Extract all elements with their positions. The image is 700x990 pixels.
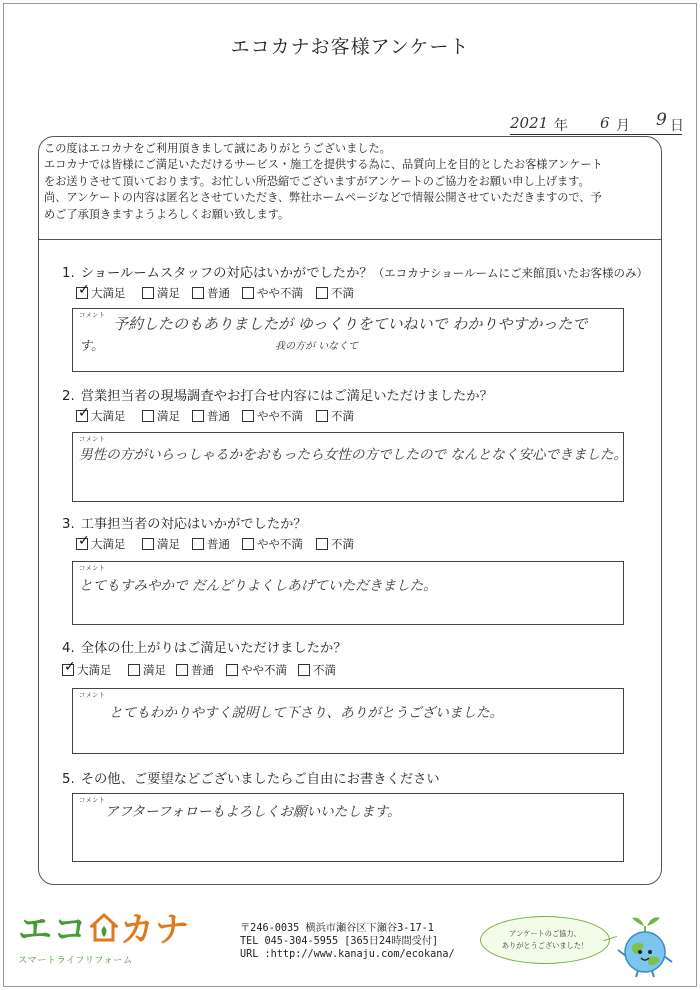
checkbox[interactable] [128, 664, 140, 676]
comment-label: コメント [79, 691, 105, 699]
date-month-label: 月 [616, 118, 630, 134]
option-very-satisfied[interactable] [62, 659, 112, 678]
checkbox[interactable] [192, 538, 204, 550]
check-mark-icon: ✓ [64, 659, 76, 675]
checkbox[interactable] [242, 538, 254, 550]
page-title: エコカナお客様アンケート [230, 36, 470, 58]
checkbox[interactable] [142, 538, 154, 550]
date-underline [510, 134, 682, 135]
comment-text: す。 [79, 339, 104, 354]
checkbox[interactable] [76, 533, 90, 550]
question-2 [62, 385, 493, 404]
checkbox[interactable] [142, 287, 154, 299]
question-number: 2. [62, 389, 75, 404]
question-number: 5. [62, 772, 75, 787]
question-number: 4. [62, 641, 75, 656]
comment-text: 予約したのもありましたが ゆっくりをていねいで わかりやすかったで [113, 315, 588, 333]
option-label: 大満足 [91, 409, 126, 423]
intro-line: この度はエコカナをご利用頂きまして誠にありがとうございました。 [44, 142, 391, 155]
option-dissatisfied[interactable] [298, 662, 336, 678]
comment-label: コメント [79, 564, 105, 572]
option-very-satisfied[interactable] [76, 405, 126, 424]
intro-line: をお送りさせて頂いております。お忙しい所恐縮でございますがアンケートのご協力をお願い申し上げます。 [44, 174, 590, 188]
checkbox[interactable] [316, 410, 328, 422]
company-url[interactable]: URL :http://www.kanaju.com/ecokana/ [240, 949, 455, 960]
option-label: 不満 [331, 286, 354, 300]
option-neutral[interactable] [192, 536, 230, 552]
question-note: （エコカナショールームにご来館頂いたお客様のみ） [372, 266, 648, 280]
question-3 [62, 513, 307, 532]
question-number: 3. [62, 517, 75, 532]
checkbox[interactable] [176, 664, 188, 676]
option-label: 満足 [157, 409, 180, 423]
company-tel: TEL 045-304-5955 [365日24時間受付] [240, 936, 439, 947]
option-neutral[interactable] [176, 662, 214, 678]
option-somewhat-dissatisfied[interactable] [242, 536, 303, 552]
question-text: 営業担当者の現場調査やお打合せ内容にはご満足いただけましたか？ [80, 389, 493, 404]
logo-subtitle: スマートライフリフォーム [18, 955, 133, 966]
option-label: 普通 [207, 286, 230, 300]
checkbox[interactable] [226, 664, 238, 676]
checkbox[interactable] [242, 410, 254, 422]
option-neutral[interactable] [192, 285, 230, 301]
option-satisfied[interactable] [142, 536, 180, 552]
house-icon [90, 913, 118, 950]
option-label: 不満 [313, 663, 336, 677]
comment-label: コメント [79, 796, 105, 804]
option-satisfied[interactable] [142, 285, 180, 301]
checkbox[interactable] [192, 410, 204, 422]
comment-text: とてもすみやかで だんどりよくしあげていただきました。 [79, 578, 437, 594]
checkbox[interactable] [316, 538, 328, 550]
option-somewhat-dissatisfied[interactable] [242, 285, 303, 301]
thanks-speech-bubble [480, 916, 610, 964]
intro-text [44, 141, 660, 223]
question-1 [62, 262, 648, 281]
question-text: 全体の仕上がりはご満足いただけましたか？ [80, 641, 347, 656]
option-label: 満足 [157, 286, 180, 300]
globe-mascot-icon [614, 912, 678, 978]
comment-text: アフターフォローもよろしくお願いいたします。 [105, 804, 401, 820]
comment-box-5[interactable] [72, 793, 624, 862]
question-5 [62, 768, 440, 787]
logo-part: エコ [18, 910, 88, 950]
option-label: やや不満 [257, 286, 303, 300]
option-label: 普通 [191, 663, 214, 677]
comment-text: とてもわかりやすく説明して下さり、ありがとうございました。 [109, 705, 504, 721]
option-label: やや不満 [241, 663, 287, 677]
option-very-satisfied[interactable] [76, 282, 126, 301]
question-text: ショールームスタッフの対応はいかがでしたか？ [80, 266, 373, 281]
checkbox[interactable] [242, 287, 254, 299]
checkbox[interactable] [76, 282, 90, 299]
date-day-label: 日 [670, 118, 684, 134]
checkbox[interactable] [192, 287, 204, 299]
option-label: 不満 [331, 537, 354, 551]
comment-box-2[interactable] [72, 432, 628, 502]
option-label: 満足 [143, 663, 166, 677]
check-mark-icon: ✓ [78, 282, 90, 298]
option-satisfied[interactable] [142, 408, 180, 424]
question-text: その他、ご要望などございましたらご自由にお書きください [80, 772, 440, 787]
question-number: 1. [62, 266, 75, 281]
comment-label: コメント [79, 435, 105, 443]
checkbox[interactable] [76, 405, 90, 422]
option-somewhat-dissatisfied[interactable] [242, 408, 303, 424]
option-label: 普通 [207, 409, 230, 423]
option-label: やや不満 [257, 409, 303, 423]
option-label: 大満足 [77, 663, 112, 677]
option-label: 大満足 [91, 537, 126, 551]
option-dissatisfied[interactable] [316, 285, 354, 301]
company-info [240, 922, 455, 961]
option-label: 満足 [157, 537, 180, 551]
option-label: 不満 [331, 409, 354, 423]
survey-date [510, 112, 682, 134]
speech-line: アンケートのご協力、 [509, 929, 581, 938]
option-label: 普通 [207, 537, 230, 551]
intro-line: エコカナでは皆様にご満足いただけるサービス・施工を提供する為に、品質向上を目的としたお客様アンケート [44, 158, 603, 172]
option-somewhat-dissatisfied[interactable] [226, 662, 287, 678]
option-label: 大満足 [91, 286, 126, 300]
comment-label: コメント [79, 311, 105, 319]
check-mark-icon: ✓ [78, 533, 90, 549]
option-neutral[interactable] [192, 408, 230, 424]
intro-divider [38, 239, 662, 240]
date-year-value: 2021 [510, 114, 549, 132]
checkbox[interactable] [298, 664, 310, 676]
company-address: 〒246-0035 横浜市瀬谷区下瀬谷3-17-1 [240, 923, 434, 934]
checkbox[interactable] [62, 659, 76, 676]
check-mark-icon: ✓ [78, 405, 90, 421]
date-month-value: 6 [600, 114, 610, 132]
comment-text: 我の方が いなくて [275, 341, 359, 352]
comment-box-4[interactable] [72, 688, 624, 754]
question-text: 工事担当者の対応はいかがでしたか？ [80, 517, 307, 532]
checkbox[interactable] [142, 410, 154, 422]
comment-text: 男性の方がいらっしゃるかをおもったら女性の方でしたので なんとなく安心できました。 [79, 447, 628, 463]
intro-line: めご了承頂きますようよろしくお願い致します。 [44, 207, 290, 221]
checkbox[interactable] [316, 287, 328, 299]
date-day-value: 9 [656, 110, 667, 130]
logo-part: カナ [120, 910, 190, 950]
speech-line: ありがとうございました！ [501, 941, 589, 950]
option-satisfied[interactable] [128, 662, 166, 678]
ecokana-logo [18, 912, 190, 966]
option-dissatisfied[interactable] [316, 536, 354, 552]
option-dissatisfied[interactable] [316, 408, 354, 424]
question-4 [62, 637, 347, 656]
option-very-satisfied[interactable] [76, 533, 126, 552]
comment-box-3[interactable] [72, 561, 624, 625]
comment-box-1[interactable] [72, 308, 624, 372]
logo-wordmark [18, 912, 190, 950]
date-year-label: 年 [554, 118, 568, 134]
intro-line: 尚、アンケートの内容は匿名とさせていただき、弊社ホームページなどで情報公開させていただきますので、予 [44, 191, 602, 205]
option-label: やや不満 [257, 537, 303, 551]
